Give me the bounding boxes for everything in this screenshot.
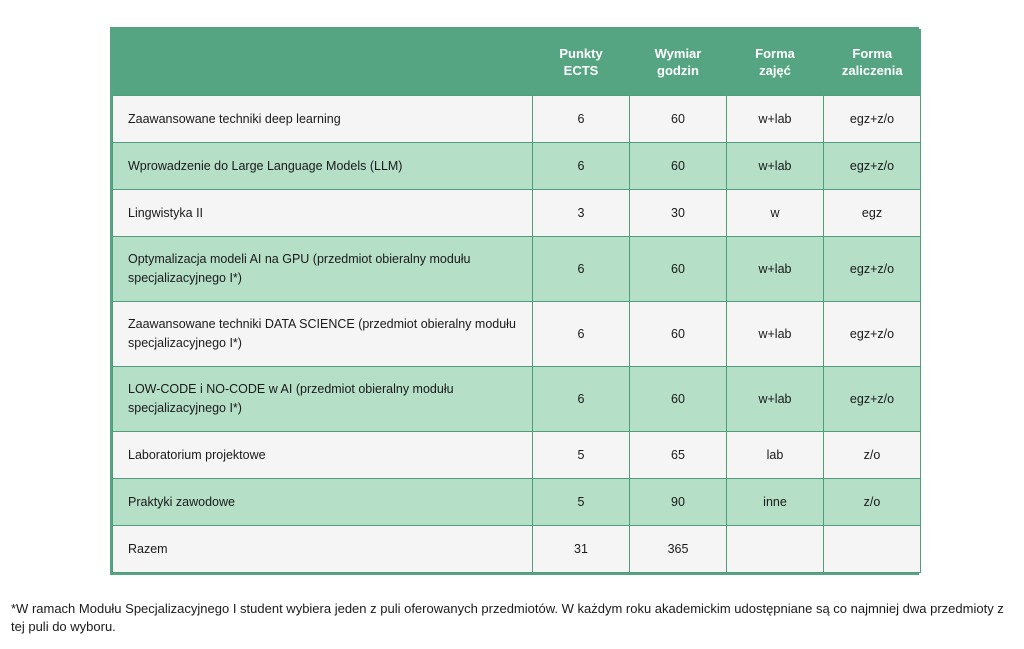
course-name-cell: Optymalizacja modeli AI na GPU (przedmiot obieralny modułu specjalizacyjnego I*)	[113, 237, 533, 302]
header-form-credit-line-2: zaliczenia	[841, 63, 903, 78]
ects-cell: 6	[533, 302, 630, 367]
table-row	[113, 302, 921, 367]
form-credit-cell: egz+z/o	[824, 302, 921, 367]
table-row-total	[113, 526, 921, 573]
table-row	[113, 190, 921, 237]
header-form-classes-line-1: Forma	[755, 46, 795, 61]
ects-cell: 6	[533, 367, 630, 432]
header-form-credit	[824, 29, 921, 96]
header-hours	[630, 29, 727, 96]
form-credit-cell: egz+z/o	[824, 367, 921, 432]
hours-cell: 65	[630, 432, 727, 479]
table-row	[113, 479, 921, 526]
form-classes-cell: w+lab	[727, 302, 824, 367]
form-credit-cell: egz+z/o	[824, 96, 921, 143]
form-classes-cell: inne	[727, 479, 824, 526]
form-classes-cell: w+lab	[727, 143, 824, 190]
curriculum-table-container	[110, 27, 919, 575]
ects-cell: 6	[533, 96, 630, 143]
hours-cell: 60	[630, 367, 727, 432]
form-classes-cell: w+lab	[727, 237, 824, 302]
ects-cell: 6	[533, 143, 630, 190]
hours-cell: 60	[630, 96, 727, 143]
total-ects-cell: 31	[533, 526, 630, 573]
header-form-classes-line-2: zajęć	[759, 63, 791, 78]
header-ects-line-1: Punkty	[559, 46, 603, 61]
total-hours-cell: 365	[630, 526, 727, 573]
header-hours-line-2: godzin	[657, 63, 699, 78]
table-row	[113, 237, 921, 302]
footnote: *W ramach Modułu Specjalizacyjnego I student wybiera jeden z puli oferowanych przedmiotów. W każdym roku akademickim udostępniane są co najmniej dwa przedmioty z tej puli do wyboru.	[11, 601, 1004, 634]
header-hours-line-1: Wymiar	[654, 46, 702, 61]
header-course-name	[113, 29, 533, 96]
table-row	[113, 96, 921, 143]
form-credit-cell: egz+z/o	[824, 143, 921, 190]
hours-cell: 60	[630, 302, 727, 367]
course-name-cell: LOW-CODE i NO-CODE w AI (przedmiot obieralny modułu specjalizacyjnego I*)	[113, 367, 533, 432]
table-header-row	[113, 29, 921, 96]
ects-cell: 6	[533, 237, 630, 302]
course-name-cell: Praktyki zawodowe	[113, 479, 533, 526]
header-ects-line-2: ECTS	[563, 63, 599, 78]
course-name-cell: Laboratorium projektowe	[113, 432, 533, 479]
form-credit-cell: z/o	[824, 479, 921, 526]
ects-cell: 3	[533, 190, 630, 237]
course-name-cell: Zaawansowane techniki deep learning	[113, 96, 533, 143]
form-credit-cell: egz	[824, 190, 921, 237]
form-classes-cell: w+lab	[727, 96, 824, 143]
hours-cell: 60	[630, 143, 727, 190]
table-row	[113, 143, 921, 190]
header-form-credit-line-1: Forma	[852, 46, 893, 61]
table-row	[113, 367, 921, 432]
form-credit-cell: egz+z/o	[824, 237, 921, 302]
total-label-cell: Razem	[113, 526, 533, 573]
form-classes-cell	[727, 526, 824, 573]
hours-cell: 90	[630, 479, 727, 526]
form-classes-cell: w	[727, 190, 824, 237]
ects-cell: 5	[533, 479, 630, 526]
ects-cell: 5	[533, 432, 630, 479]
course-name-cell: Wprowadzenie do Large Language Models (LLM)	[113, 143, 533, 190]
table-row	[113, 432, 921, 479]
curriculum-table	[112, 29, 921, 573]
hours-cell: 30	[630, 190, 727, 237]
form-credit-cell	[824, 526, 921, 573]
header-ects	[533, 29, 630, 96]
course-name-cell: Lingwistyka II	[113, 190, 533, 237]
form-classes-cell: w+lab	[727, 367, 824, 432]
hours-cell: 60	[630, 237, 727, 302]
form-classes-cell: lab	[727, 432, 824, 479]
form-credit-cell: z/o	[824, 432, 921, 479]
header-form-classes	[727, 29, 824, 96]
course-name-cell: Zaawansowane techniki DATA SCIENCE (przedmiot obieralny modułu specjalizacyjnego I*)	[113, 302, 533, 367]
